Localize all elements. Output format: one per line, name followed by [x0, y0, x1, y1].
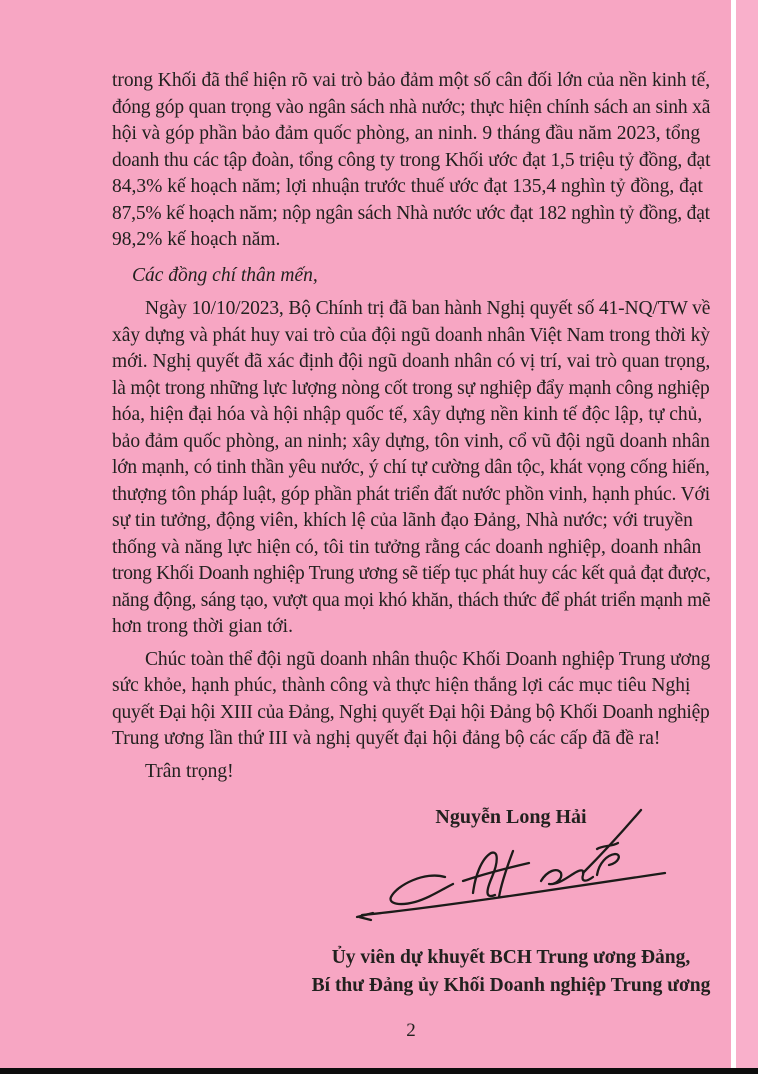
paragraph-resolution [112, 296, 710, 641]
page-number: 2 [406, 1020, 416, 1041]
text-line: Chúc toàn thể đội ngũ doanh nhân thuộc Khối Doanh nghiệp Trung ương [145, 648, 711, 670]
signer-name: Nguyễn Long Hải [435, 806, 587, 828]
signer-titles [281, 944, 741, 1000]
text-line: 98,2% kế hoạch năm. [112, 229, 281, 250]
text-line: hóa, hiện đại hóa và hội nhập quốc tế, xây dựng nền kinh tế độc lập, tự chủ, [112, 404, 703, 425]
text-line: thống và năng lực hiện có, tôi tin tưởng rằng các doanh nghiệp, doanh nhân [112, 536, 702, 558]
paragraph-wishes [112, 647, 710, 753]
text-line: Ngày 10/10/2023, Bộ Chính trị đã ban hành Nghị quyết số 41-NQ/TW về [145, 298, 711, 319]
text-line: thượng tôn pháp luật, góp phần phát triển đất nước phồn vinh, hạnh phúc. Với [112, 483, 710, 505]
text-line: xây dựng và phát huy vai trò của đội ngũ doanh nhân Việt Nam trong thời kỳ [112, 324, 710, 346]
scan-page-edge-line [731, 0, 736, 1069]
text-line: doanh thu các tập đoàn, tổng công ty trong Khối ước đạt 1,5 triệu tỷ đồng, đạt [112, 149, 711, 171]
text-line: trong Khối đã thể hiện rõ vai trò bảo đảm một số cân đối lớn của nền kinh tế, [112, 70, 711, 91]
handwritten-signature [345, 805, 670, 925]
text-line: sức khỏe, hạnh phúc, thành công và thực hiện thắng lợi các mục tiêu Nghị [112, 675, 691, 696]
text-line: là một trong những lực lượng nòng cốt trong sự nghiệp đẩy mạnh công nghiệp [112, 377, 710, 399]
closing-salute: Trân trọng! [145, 760, 234, 782]
text-line: bảo đảm quốc phòng, an ninh; xây dựng, tôn vinh, cổ vũ đội ngũ doanh nhân [112, 430, 710, 452]
signer-title-line-2: Bí thư Đảng ủy Khối Doanh nghiệp Trung ương [311, 975, 711, 996]
text-line: mới. Nghị quyết đã xác định đội ngũ doanh nhân có vị trí, vai trò quan trọng, [112, 351, 711, 372]
text-line: hội và góp phần bảo đảm quốc phòng, an ninh. 9 tháng đầu năm 2023, tổng [112, 123, 701, 144]
paragraph-continuation [112, 68, 710, 254]
scan-bottom-edge [0, 1068, 758, 1074]
text-line: quyết Đại hội XIII của Đảng, Nghị quyết Đại hội Đảng bộ Khối Doanh nghiệp [112, 701, 710, 723]
text-line: Trung ương lần thứ III và nghị quyết đại hội đảng bộ các cấp đã đề ra! [112, 728, 661, 749]
scan-background-strip [736, 0, 758, 1069]
salutation: Các đồng chí thân mến, [132, 264, 318, 286]
text-line: đóng góp quan trọng vào ngân sách nhà nước; thực hiện chính sách an sinh xã [112, 96, 711, 118]
text-line: 87,5% kế hoạch năm; nộp ngân sách Nhà nước ước đạt 182 nghìn tỷ đồng, đạt [112, 202, 710, 224]
letter-body [112, 68, 710, 785]
text-line: trong Khối Doanh nghiệp Trung ương sẽ tiếp tục phát huy các kết quả đạt được, [112, 563, 711, 584]
text-line: sự tin tưởng, động viên, khích lệ của lãnh đạo Đảng, Nhà nước; với truyền [112, 510, 693, 531]
signer-title-line-1: Ủy viên dự khuyết BCH Trung ương Đảng, [331, 947, 691, 968]
text-line: năng động, sáng tạo, vượt qua mọi khó khăn, thách thức để phát triển mạnh mẽ [112, 589, 711, 611]
text-line: 84,3% kế hoạch năm; lợi nhuận trước thuế ước đạt 135,4 nghìn tỷ đồng, đạt [112, 176, 703, 197]
text-line: hơn trong thời gian tới. [112, 616, 293, 637]
text-line: lớn mạnh, có tinh thần yêu nước, ý chí tự cường dân tộc, khát vọng cống hiến, [112, 457, 710, 478]
